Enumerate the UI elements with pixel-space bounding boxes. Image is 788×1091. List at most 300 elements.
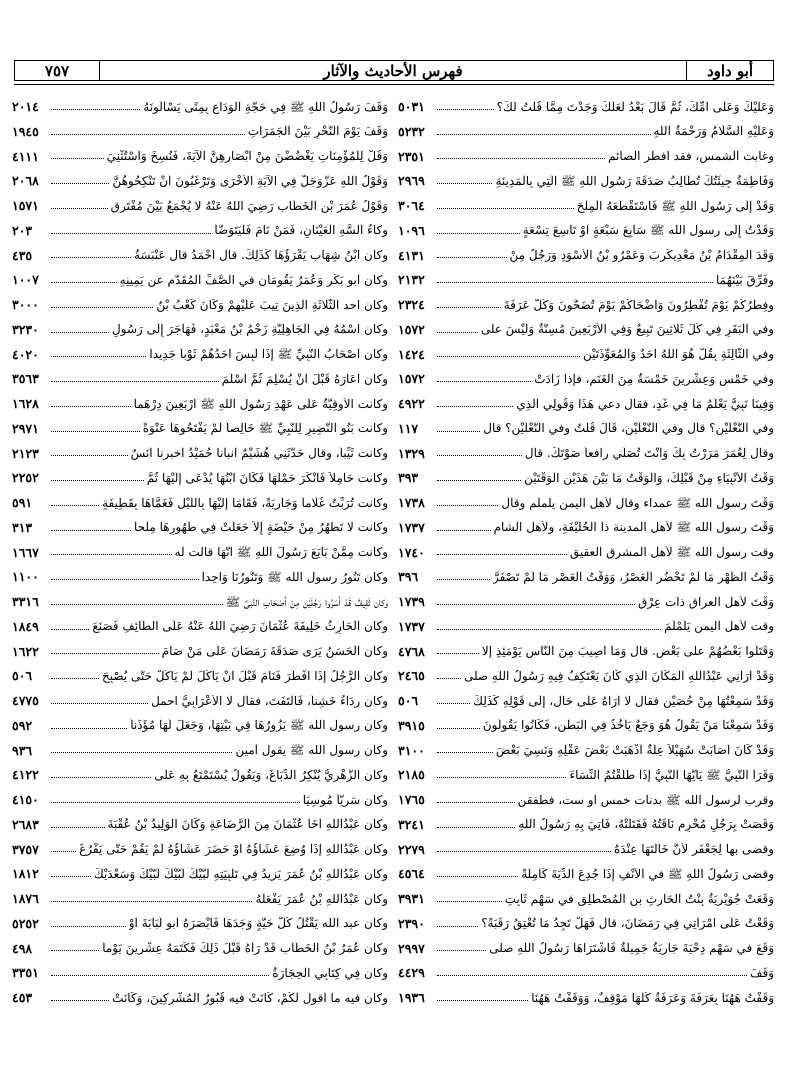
dot-leader [437,603,635,605]
entry-text: وَقَدَ الْمِقْدَامُ بْنُ مَعْدِيكَرِبَ وَعَمْرُو بْنُ الْأَسْوَدِ وَرَجُلٌ مِنْ [509,249,774,263]
hadith-number: ٥٢٣٢ [398,123,425,139]
dot-leader [437,925,478,927]
entry-text: وكان عَبْدُاللهِ بْنُ عُمَرَ يَزِيدُ فِي تَلْبِيَتِهِ لَبَّيْكَ لَبَّيْكَ لَبَّيْكَ وَسَعْدَيْكَ [93,867,388,881]
entry-text: وكان عبد الله يَقْتُلُ كُلَّ حَيَّةٍ وَجَدَهَا فَأَبْصَرَهُ أبو لُبَابَةَ أَوْ [128,917,388,931]
entry-text: وَقَعَتْ جُوَيْرِيَةُ بِنْتُ الْحَارِثِ بن الْمُصْطَلِقِ في سَهْمِ ثَابِتِ [504,892,774,906]
index-entry [12,361,388,386]
hadith-number: ١٦٦٧ [12,544,39,560]
entry-text: وكان رِدَاءُ خَشِناً، فَالْتَفَتَ، فقال لا الأَعْرَابِيُّ احمل [151,694,388,708]
entry-text: وَقَرَأَ النَّبِيُّ ﷺ يَأَيُّهَا النَّبِيُّ إِذَا طَلَّقْتُمُ النِّسَاءَ [569,768,774,782]
hadith-number: ١٧٣٩ [398,594,425,609]
hadith-number: ٥٠٦ [12,668,33,683]
hadith-number: ١٧٣٧ [398,519,425,535]
entry-text: وكان سَرِيّاً مُوسِيَاً [302,793,388,807]
dot-leader [437,479,521,481]
hadith-number: ١٧٤٠ [398,544,425,560]
dot-leader [51,133,245,135]
index-entry [12,89,388,114]
hadith-number: ٥٠٦ [398,693,419,708]
hadith-number: ١٥٧٢ [398,321,425,337]
hadith-number: ٢١٢٣ [12,445,39,461]
index-entry [398,683,774,708]
dot-leader [437,207,574,209]
hadith-number: ٣٢٤١ [398,816,425,832]
hadith-number: ٢٢٥٢ [12,470,39,485]
dot-leader [437,405,513,407]
hadith-number: ٤٥٣ [12,990,33,1005]
dot-leader [51,925,126,927]
dot-leader [51,578,199,580]
hadith-number: ٢١٣٢ [398,272,425,287]
hadith-number: ٣٩١٥ [398,717,425,733]
dot-leader [51,974,269,976]
index-entry [12,733,388,758]
dot-leader [51,677,99,679]
entry-text: وكانت ثَيِّباً، وقال حَدَّثَنِي هُشَيْمٌ أنبأنا حُمَيْدٌ أخبرنا أَنَسٌ [130,447,388,461]
entry-text: وَقْتَ لأهل العراق ذات عِرْقٍ [638,595,774,609]
entry-text: وَقَفَ رَسُولُ اللهِ ﷺ فِي حَجَّةِ الْوَدَاعِ بِمِنًى يَسْأَلُونَهُ [143,100,388,114]
dot-leader [51,628,89,630]
dot-leader [51,430,140,432]
index-entry [398,856,774,881]
index-entry [12,807,388,832]
hadith-number: ١٩٣٦ [398,990,425,1005]
index-entry [398,559,774,584]
entry-text: وَقَصَتْ بِرَجُلٍ مُحْرِمٍ نَاقَتُهُ فَقَتَلَتْهُ، فَأُتِيَ بِهِ رَسُولُ اللهِ [518,818,774,832]
dot-leader [437,281,713,283]
entry-text: وكاءُ السَّهِ الْعَيْنَانِ، فَمَنْ نَامَ فَلْيَتَوَضَّأْ [214,224,388,238]
dot-leader [437,875,518,877]
dot-leader [437,751,493,753]
hadith-number: ٣٩٣١ [398,891,425,906]
dot-leader [51,355,146,357]
entry-text: وَعَلَيْهِ السَّلَامُ وَرَحْمَةُ اللهِ [653,125,774,139]
hadith-number: ٣١٠٠ [398,742,425,758]
dot-leader [437,949,486,951]
dot-leader [437,454,522,456]
dot-leader [51,504,99,506]
header-index-title: فهرس الأحاديث والآثار [323,61,463,80]
hadith-number: ٢١٨٥ [398,767,425,782]
index-entry [12,114,388,139]
hadith-number: ٤٥٦٤ [398,866,425,881]
hadith-number: ٤١١١ [12,148,39,164]
entry-text: وَقَعَ في سَهْمِ دِحْيَةَ جَارِيَةٌ جَمِيلَةٌ فَاشْتَرَاهَا رَسُولُ اللهِ صلى [489,942,774,956]
index-entry [12,262,388,287]
index-entry [398,436,774,461]
dot-leader [437,331,478,333]
index-entry [398,411,774,436]
hadith-number: ٣٠٠٠ [12,297,39,312]
entry-text: وقضى بها لِجَعْفَرٍ لأَنَّ خَالَتَهَا عِنْدَهُ [614,843,774,857]
entry-text: وَقَدْ إِلَى رَسُولِ اللهِ ﷺ فَاسْتَقْطَعَهُ الْمِلْحَ [576,199,774,213]
dot-leader [437,504,498,506]
hadith-number: ١٧٣٨ [398,495,425,510]
dot-leader [51,850,76,852]
entry-text: وقت لأهل اليمن يَلَمْلَمَ [664,620,774,634]
entry-text: وكانت مِمَّنْ بَايَعَ رَسُولَ اللهِ ﷺ أَنَّهَا قالت له [174,546,388,560]
hadith-number: ٥٩٢ [12,717,33,733]
hadith-number: ٢٢٧٩ [398,841,425,857]
entry-text: وكان ثَقِيفٌ قَدْ أَسَرُوا رَجُلَيْنِ مِنْ أَصْحَابِ النَّبِيِّ ﷺ [225,595,388,609]
index-entry [12,386,388,411]
hadith-number: ٣٣١٦ [12,594,39,609]
dot-leader [51,900,252,902]
hadith-number: ١٠٠٧ [12,272,39,287]
index-entry [12,535,388,560]
entry-text: وكان رسول الله ﷺ يَزُورُهَا فِي بَيْتِهَا، وَجَعَلَ لَهَا مُؤَذِّناً [130,719,388,733]
hadith-number: ٢٩٦٩ [398,173,425,188]
index-entry [12,658,388,683]
hadith-number: ٣١٣ [12,519,33,535]
entry-text: وَفَاطِمَةُ جِيئَتُكَ تُطَالِبُ صَدَقَةَ رَسُولِ اللهِ ﷺ الَّتِي بِالْمَدِينَةِ [495,174,774,188]
dot-leader [437,999,528,1001]
entry-text: وَفِينَا نَبِيٌّ يَعْلَمُ مَا فِي غَدٍ، فقال دعي هَذَا وَقُولِي الَّذِي [516,397,774,411]
entry-text: وكان الزُّهْرِيُّ يُنْكِرُ الدِّبَاغَ، وَيَقُولُ يُسْتَمْتَعُ بِهِ عَلَى [154,768,388,782]
hadith-number: ١١٠٠ [12,569,39,584]
hadith-number: ١٦٢٨ [12,396,39,411]
hadith-number: ٤٤٢٩ [398,965,425,980]
entry-text: وَقُلْ لِلْمُؤْمِنَاتِ يَغْضُضْنَ مِنْ أَبْصَارِهِنَّ الآيَةَ، فَنُسِخَ وَاسْتُثْنِيَ [106,150,388,164]
index-entry [12,163,388,188]
hadith-number: ١٧٣٧ [398,618,425,634]
index-entry [12,757,388,782]
entry-text: وكانت الأُوقِيَّةُ عَلَى عَهْدِ رَسُولِ اللهِ ﷺ أَرْبَعِينَ دِرْهَماً [133,397,388,411]
entry-text: وكان عُمَرُ بْنُ الْخَطَّابِ قَدْ رَآهُ قَبْلَ ذَلِكَ فَكَتَمَهُ عِشْرِينَ يَوْماً [102,942,388,956]
page-header [14,60,774,81]
index-entry [398,139,774,164]
index-entry [398,733,774,758]
index-entry [12,139,388,164]
index-entry [398,931,774,956]
hadith-number: ٢٠١٤ [12,99,39,114]
entry-text: وَقْتُ الظُّهْرِ مَا لَمْ تَحْضُرِ الْعَصْرُ، وَوَقْتُ الْعَصْرِ مَا لَمْ تَصْفَرَّ [492,570,774,584]
hadith-number: ١٠٩٦ [398,222,425,238]
dot-leader [437,232,520,234]
dot-leader [437,529,491,531]
index-entry [398,238,774,263]
hadith-number: ٢٣٩٠ [398,915,425,931]
index-entry [12,832,388,857]
entry-text: وَقَتَلُوا بَعْضُهُمْ على بَعْضٍ. قال وَمَا أُصِيبَ مِنَ النَّاسِ يَوْمَئِذٍ إلا [481,645,774,659]
index-entry [12,287,388,312]
index-entry [398,188,774,213]
entry-text: وَقَدْ سَمِعْنَا مَنْ يَقُولُ هُوَ وَجَعٌ يَأْخُذُ فِي الْبَطْنِ، فَكَانُوا يَقُولُونَ [482,719,774,733]
entry-text: وَقَدْ سَمِعْتُهَا مِنْ حُصَيْنٍ فقال لا أُرَاهُ عَلَى حَالٍ، إِلَى قَوْلِهِ كَذَلِكَ [473,694,774,708]
dot-leader [51,207,108,209]
hadith-number: ١١٧ [398,420,419,436]
hadith-number: ١٨١٢ [12,866,39,881]
entry-text: وكان عَبْدُاللهِ أَخَا عُثْمَانَ مِنَ الرَّضَاعَةِ وَكَانَ الْوَلِيدُ بْنُ عُقْبَةَ [107,818,388,832]
entry-text: وَقْتُ الأَنْبِيَاءِ مِنْ قَبْلِكَ، وَالْوَقْتُ مَا بَيْنَ هَذَيْنِ الْوَقْتَيْنِ [524,471,774,485]
index-entry [12,485,388,510]
index-entry [12,708,388,733]
dot-leader [437,974,747,976]
index-entry [398,708,774,733]
dot-leader [51,380,219,382]
index-entry [398,881,774,906]
dot-leader [437,677,461,679]
hadith-number: ٤١٢٢ [12,767,39,782]
entry-text: وكان اسْمُهُ فِي الْجَاهِلِيَّةِ زَحْمُ بْنُ مَعْبَدٍ، فَهَاجَرَ إِلَى رَسُولِ [112,323,388,337]
index-entry [398,782,774,807]
index-entry [398,460,774,485]
entry-text: وكان عَبْدُاللهِ بْنُ عُمَرَ يَفْعَلُهُ [255,892,388,906]
index-entry [12,634,388,659]
entry-text: وكان فيه ما أقول لَكُمْ، كَانَتْ فيه قُبُورُ الْمُشْرِكِينَ، وَكَانَتْ [112,991,388,1005]
index-entry [398,163,774,188]
index-entry [12,411,388,436]
entry-text: وكان عَبْدُاللهِ إِذَا وُضِعَ عَشَاؤُهُ أَوْ حَضَرَ عَشَاؤُهُ لَمْ يَقُمْ حَتَّى يَفْرُغَ [79,843,388,857]
entry-text: وكان أحد الثَّلاثَةِ الَّذِينَ تِيبَ عَلَيْهِمْ وَكَانَ كَعْبُ بْنُ [156,298,388,312]
index-entry [398,535,774,560]
hadith-number: ١٣٢٩ [398,445,425,461]
index-entry [398,906,774,931]
hadith-number: ٢٠٦٨ [12,173,39,188]
hadith-number: ٤٣٥ [12,247,33,263]
index-entry [12,980,388,1005]
entry-text: وَقَوْلُ عُمَرَ بْنِ الْخَطَّابِ رَضِيَ اللهُ عَنْهُ لا يُجْمَعُ بَيْنَ مُفْتَرِقٍ [110,199,388,213]
entry-text: وَقَعْتُ عَلَى امْرَأَتِي فِي رَمَضَانَ، قال فَهَلْ تَجِدُ مَا تُعْتِقُ رَقَبَةً؟ [481,917,774,931]
entry-text: وفي الثَّالِثَةِ بِقُلْ هُوَ اللهُ أَحَدٌ وَالْمُعَوِّذَتَيْنِ [582,348,774,362]
entry-text: وفي الْبَقَرِ فِي كُلِّ ثَلَاثِينَ تَبِيعٌ وَفِي الْأَرْبَعِينَ مُسِنَّةٌ وَلَيْسَ على [480,323,774,337]
entry-text: وَقْتَ رسول الله ﷺ عمداء وقال لأهل اليمن يلملم وقال [501,496,774,510]
index-entry [398,89,774,114]
hadith-number: ٣٩٦ [398,569,419,584]
index-entry [12,312,388,337]
dot-leader [437,380,531,382]
index-entry [398,337,774,362]
entry-text: وكان الْحَارِثُ خَلِيفَةَ عُثْمَانَ رَضِيَ اللهُ عَنْهُ عَلَى الطَّائِفِ فَصَنَعَ [92,620,388,634]
dot-leader [51,751,232,753]
index-entry [12,460,388,485]
hadith-number: ٥٠٣١ [398,99,425,114]
entry-text: وفِطْرُكُمْ يَوْمَ تُفْطِرُونَ وَأَضْحَاكُمْ يَوْمَ تُضَحُّونَ وَكُلُّ عَرَفَةَ [503,298,774,312]
index-entry [12,337,388,362]
hadith-number: ٣٢٣٠ [12,321,39,337]
dot-leader [437,578,490,580]
index-entry [12,683,388,708]
entry-text: وَعَلَيْكَ وَعَلَى أُمِّكَ، ثُمَّ قَالَ بَعْدُ لَعَلَّكَ وَجَدْتَ مِمَّا قُلْتُ لَكَ؟ [496,100,774,114]
hadith-number: ٤١٥٠ [12,792,39,807]
index-entry [398,634,774,659]
index-entry [12,782,388,807]
dot-leader [51,182,109,184]
hadith-number: ١٧٦٥ [398,792,425,807]
dot-leader [437,801,515,803]
hadith-number: ٢٩٩٧ [398,940,425,956]
entry-text: وقت رسول الله ﷺ لأهل المشرق العقيق [569,546,774,560]
dot-leader [51,454,128,456]
dot-leader [437,900,502,902]
index-entry [398,980,774,1005]
entry-text: وفي النَّعْلَيْنِ؟ قال وفي النَّعْلَيْنِ، قَالَ قُلْتُ وفي النَّعْلَيْنِ؟ قال [483,422,774,436]
entry-text: وكانت لا تَطْهُرُ مِنْ حَيْضَةٍ إِلاَّ جَعَلَتْ فِي طُهُورِهَا مِلْحاً [134,521,388,535]
hadith-number: ٢٦٨٣ [12,816,39,832]
index-entry [12,609,388,634]
dot-leader [437,256,507,258]
hadith-number: ٤٠٢٠ [12,346,39,362]
dot-leader [437,652,479,654]
index-entry [398,262,774,287]
entry-text: وكان رسول الله ﷺ يقول آمين [235,744,388,758]
hadith-number: ٢٤٦٥ [398,668,425,683]
entry-text: وكان الْحَسَنُ يَرَى صَدَقَةَ رَمَضَانَ عَلَى مَنْ صَامَ [161,645,388,659]
entry-text: وكان أَعَارَهُ قَبْلَ أَنْ يُسْلِمَ ثُمَّ أَسْلَمَ [221,372,388,386]
hadith-number: ٢٣٢٤ [398,297,425,312]
index-entry [398,807,774,832]
dot-leader [51,826,105,828]
dot-leader [51,999,109,1001]
hadith-number: ٤٧٦٨ [398,643,425,659]
entry-text: وَقَفَ يَوْمَ النَّحْرِ بَيْنَ الْجَمَرَاتِ [247,125,388,139]
index-entry [398,584,774,609]
header-page-number: ٧٥٧ [15,61,100,80]
entry-text: وَقَفْتُ هَهُنَا بِعَرَفَةَ وَعَرَفَةُ كُلُّهَا مَوْقِفٌ، وَوَقَفْتُ هَهُنَا [531,991,774,1005]
dot-leader [437,702,470,704]
index-entry [12,436,388,461]
index-entry [398,386,774,411]
hadith-number: ١٨٤٩ [12,618,39,634]
dot-leader [51,306,153,308]
index-entry [12,881,388,906]
entry-text: وغابت الشمس، فقد أفطر الصائم [608,150,774,164]
index-entry [398,114,774,139]
entry-text: وفي خَمْسٍ وَعِشْرِينَ خَمْسَةٌ مِنَ الْغَنَمِ، فإذا زَادَتْ [534,372,774,386]
index-entry [12,584,388,609]
hadith-number: ١٥٧١ [12,198,39,213]
index-entry [398,832,774,857]
hadith-number: ١٨٧٦ [12,891,39,906]
dot-leader [437,355,580,357]
index-entry [398,287,774,312]
dot-leader [51,727,127,729]
index-entry [12,955,388,980]
hadith-number: ٤٩٨ [12,940,33,956]
dot-leader [51,108,140,110]
entry-text: وكان ابْنُ شِهَابٍ يَقْرَؤُهَا كَذَلِكَ. قال أَحْمَدُ قال عَنْبَسَةُ [134,249,388,263]
dot-leader [51,529,131,531]
entry-text: وكانت تُرَبِّتُ غُلَاماً وَجَارِيَةً، فَقَامَا إِلَيْهَا بِاللَّيْلِ فَغَمَّاهَا بِقَطِيفَةٍ [102,496,388,510]
hadith-number: ٢٠٣ [12,222,33,238]
index-entry [398,658,774,683]
index-entry [398,361,774,386]
dot-leader [437,727,480,729]
hadith-number: ١٥٧٢ [398,371,425,386]
header-book-name: أبو داود [686,61,773,80]
dot-leader [51,232,211,234]
entry-text: وَقَدْتُ إِلَى رسول الله ﷺ سَابِعَ سَبْعَةٍ أَوْ تَاسِعَ تِسْعَةٍ [522,224,774,238]
header-rule [14,84,774,85]
dot-leader [437,157,605,159]
hadith-number: ٤١٣١ [398,247,425,263]
dot-leader [437,133,651,135]
dot-leader [437,430,480,432]
index-entry [398,312,774,337]
dot-leader [51,157,104,159]
hadith-number: ٣٩٣ [398,470,419,485]
index-entry [12,238,388,263]
index-entry [12,559,388,584]
dot-leader [51,256,131,258]
dot-leader [437,776,566,778]
dot-leader [437,182,492,184]
entry-text: وكان فِي كِتَابِي الْحِجَارَةُ [272,966,388,980]
dot-leader [51,479,144,481]
index-entry [398,955,774,980]
dot-leader [51,652,159,654]
dot-leader [51,875,91,877]
entry-text: وَقَوْلُ اللهِ عَزَّوَجَلَّ فِي الآيَةِ الأُخْرَى وَتَرْغَبُونَ أَنْ تَنْكِحُوهُنَّ [112,174,388,188]
index-entry [12,931,388,956]
dot-leader [437,826,515,828]
dot-leader [51,603,223,605]
entry-text: وكانت حَامِلاً فَأَنْكَرَ حَمْلَهَا فَكَانَ ابْنُهَا يُدْعَى إِلَيْهَا ثُمَّ [146,471,388,485]
dot-leader [51,331,109,333]
entry-text: وَقَدْ كَانَ أَصَابَتْ سُهَيْلاً عِلَّةٌ أَذْهَبَتْ بَعْضَ عَقْلِهِ وَنَسِيَ بَعْضَ [495,744,774,758]
hadith-number: ٤٧٧٥ [12,693,39,708]
index-entry [398,609,774,634]
hadith-number: ٢٩٧١ [12,420,39,436]
index-column-left [12,89,388,1079]
entry-text: وكان تَنُورُ رسول الله ﷺ وَتَنُّورُنَا وَاحِداً [201,570,388,584]
hadith-number: ٣٧٥٧ [12,841,39,857]
hadith-number: ٣٣٥١ [12,965,39,980]
hadith-number: ٤٩٢٢ [398,396,425,411]
entry-text: وكان أبو بَكْرٍ وَعُمَرُ يَقُومَانِ في الصَّفِّ الْمُقَدَّمِ عن يَمِينِهِ [119,273,388,287]
index-entry [12,856,388,881]
entry-text: وَقْتَ رسول الله ﷺ لأهل المدينة ذا الحُلَيْفَةِ، ولأهل الشام [493,521,774,535]
index-entry [12,906,388,931]
entry-text: وقال لِعُمَرَ مَرَرْتُ بِكَ وَأَنْتَ تُصَلِّي رافعاً صَوْتَكَ. قال [524,447,774,461]
index-column-right [398,89,774,1079]
entry-text: وقضى رَسُولُ اللهِ ﷺ في الأَنْفِ إِذَا جُدِعَ الدِّيَةَ كَامِلَةً [521,867,774,881]
hadith-number: ٥٢٥٢ [12,915,39,931]
entry-text: وقرب لرسول الله ﷺ بدنات خمس أو ست، فطفقن [517,793,774,807]
entry-text: وفَرِّقَ بَيْنَهُمَا [716,273,774,287]
entry-text: وَقَدْ أَرَانِي عَبْدُاللهِ الْمَكَانَ الَّذِي كَانَ يَعْتَكِفُ فِيهِ رَسُولُ اللهِ صلى [463,669,774,683]
dot-leader [51,702,148,704]
hadith-number: ٥٩١ [12,495,33,510]
index-entry [398,213,774,238]
entry-text: وكان أَصْحَابُ النَّبِيِّ ﷺ إِذَا لَبِسَ أَحَدُهُمْ ثَوْباً جَدِيداً [149,348,388,362]
entry-text: وكانت بَنُو النَّضِيرِ لِلنَّبِيِّ ﷺ خَالِصاً لَمْ يَفْتَحُوهَا عَنْوَةً [142,422,388,436]
hadith-number: ١٩٤٥ [12,123,39,139]
hadith-number: ٣٠٦٤ [398,198,425,213]
index-entry [12,188,388,213]
index-entry [398,757,774,782]
hadith-number: ١٦٢٢ [12,643,39,659]
dot-leader [437,553,567,555]
hadith-number: ٩٣٦ [12,742,33,758]
dot-leader [437,108,494,110]
dot-leader [51,801,300,803]
dot-leader [51,405,131,407]
hadith-number: ٢٣٥١ [398,148,425,164]
index-entry [12,510,388,535]
dot-leader [51,776,151,778]
hadith-number: ٣٥٦٣ [12,371,39,386]
index-entry [12,213,388,238]
dot-leader [51,949,99,951]
hadith-number: ١٤٢٤ [398,346,425,362]
dot-leader [51,553,172,555]
dot-leader [437,850,611,852]
dot-leader [437,628,661,630]
dot-leader [51,281,117,283]
entry-text: وكان الرَّجُلُ إِذَا أَفْطَرَ فَنَامَ قَبْلَ أَنْ يَأْكُلَ لَمْ يَأْكُلْ حَتَّى يُصْبِحَ [101,669,388,683]
entry-text: وَقَفَ [750,966,774,980]
